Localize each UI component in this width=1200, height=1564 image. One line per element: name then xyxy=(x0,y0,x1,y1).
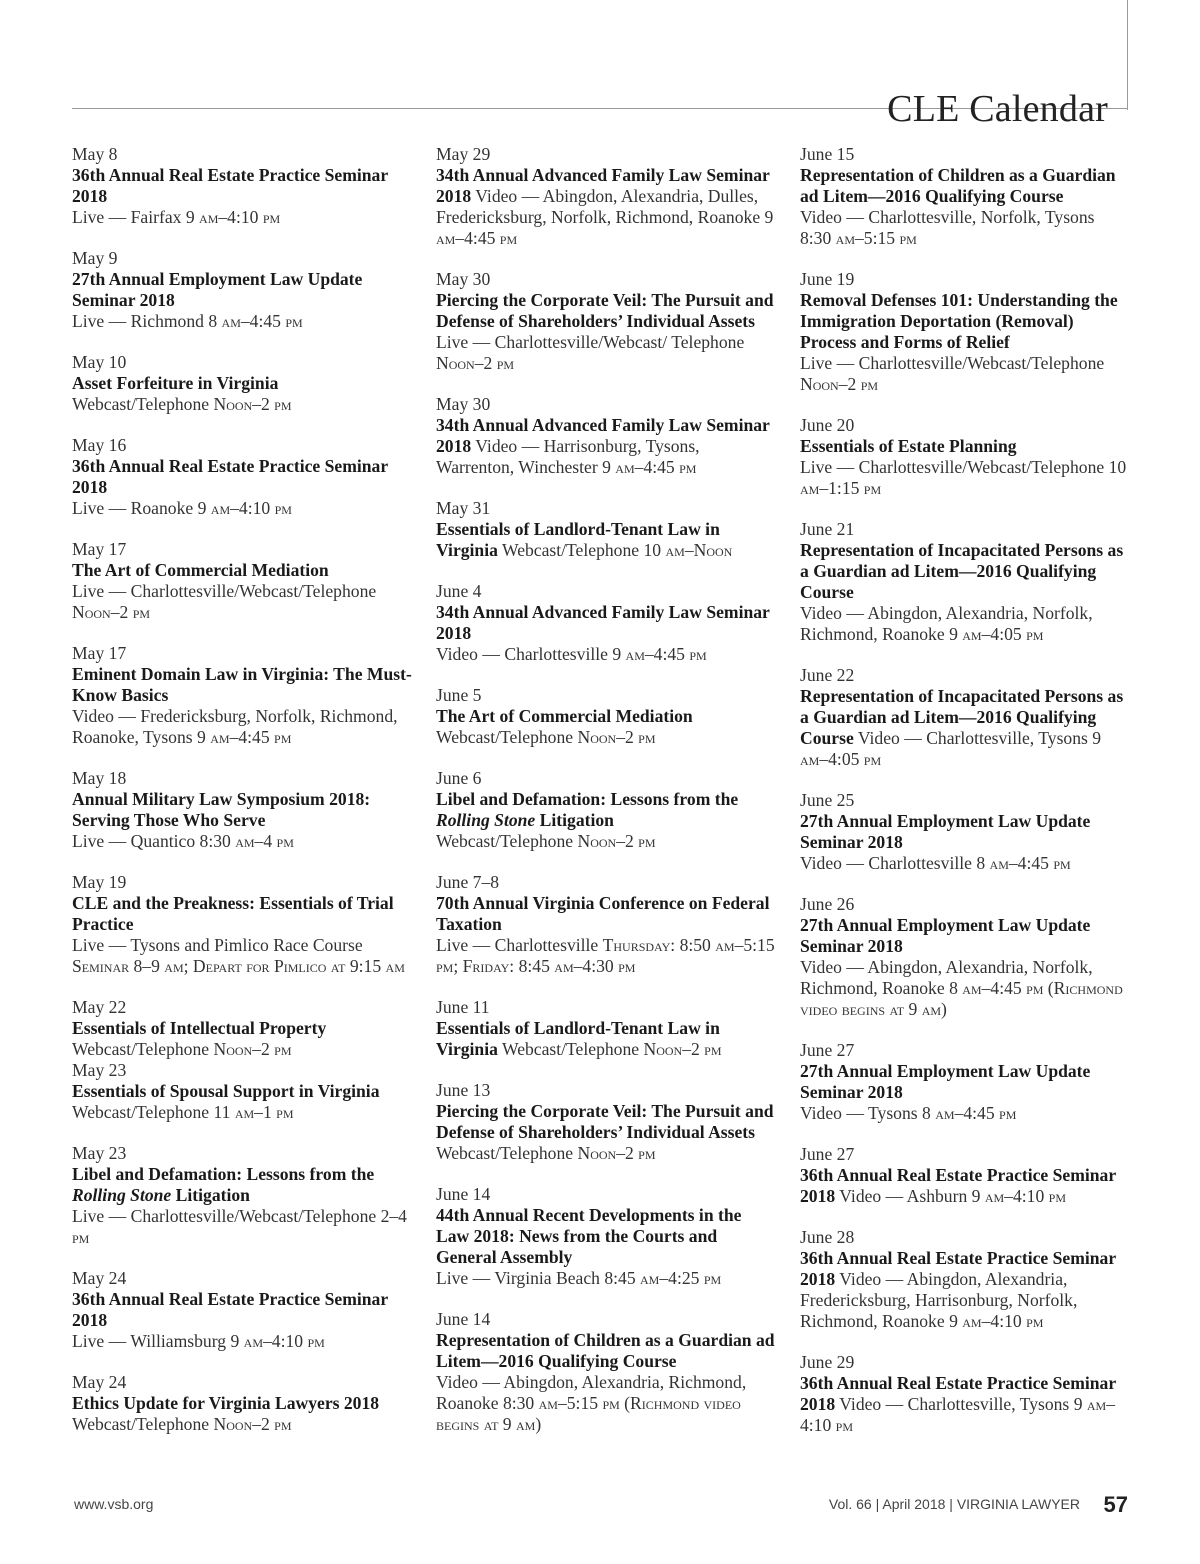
entry-date: June 5 xyxy=(436,685,482,705)
entry-title: 34th Annual Advanced Family Law Seminar 2018 xyxy=(436,165,770,206)
entry-time: 8 am–4:45 pm (Richmond video begins at 9 am) xyxy=(800,978,1123,1019)
entry-detail: Video — Charlottesville xyxy=(436,644,608,664)
entry-time: Noon–2 pm xyxy=(643,1039,722,1059)
entry-time: Noon–2 pm xyxy=(577,1143,656,1163)
entry-detail: Live — Williamsburg xyxy=(72,1331,227,1351)
entry-title: 27th Annual Employment Law Update Seminar 2018 xyxy=(800,1061,1091,1102)
calendar-entry xyxy=(72,872,412,977)
calendar-entry xyxy=(436,581,776,665)
entry-title: 34th Annual Advanced Family Law Seminar 2018 xyxy=(436,415,770,456)
entry-title: 36th Annual Real Estate Practice Seminar 2018 xyxy=(800,1248,1116,1289)
calendar-entry xyxy=(436,498,776,561)
entry-date: May 24 xyxy=(72,1372,127,1392)
entry-date: June 27 xyxy=(800,1144,855,1164)
entry-title: CLE and the Preakness: Essentials of Trial Practice xyxy=(72,893,394,934)
entry-detail: Live — Charlottesville/Webcast/Telephone xyxy=(72,1206,377,1226)
entry-detail: Live — Charlottesville xyxy=(436,935,599,955)
calendar-entry xyxy=(72,768,412,852)
entry-title: Ethics Update for Virginia Lawyers 2018 xyxy=(72,1393,380,1413)
entry-date: June 14 xyxy=(436,1184,491,1204)
calendar-column-1 xyxy=(72,144,412,1455)
calendar-entry xyxy=(436,144,776,249)
header-vertical-rule xyxy=(1127,0,1128,110)
entry-date: June 27 xyxy=(800,1040,855,1060)
entry-detail: Live — Charlottesville/Webcast/ Telephone xyxy=(436,332,745,352)
entry-date: May 16 xyxy=(72,435,127,455)
entry-time: 9 am–4:10 pm xyxy=(949,1311,1044,1331)
entry-title-text: Libel and Defamation: Lessons from the xyxy=(72,1164,375,1184)
entry-title xyxy=(72,1164,412,1206)
calendar-entry xyxy=(436,685,776,748)
entry-date: May 10 xyxy=(72,352,127,372)
entry-detail: Video — Abingdon, Alexandria, Norfolk, Richmond, Roanoke xyxy=(800,957,1093,998)
entry-title-tail: Litigation xyxy=(539,810,614,830)
entry-title-italic: Rolling Stone xyxy=(436,810,536,830)
entry-date: May 31 xyxy=(436,498,491,518)
entry-title: Representation of Children as a Guardian ad Litem—2016 Qualifying Course xyxy=(800,165,1116,206)
entry-date: May 17 xyxy=(72,643,127,663)
entry-date: June 14 xyxy=(436,1309,491,1329)
entry-date: June 28 xyxy=(800,1227,855,1247)
calendar-entry xyxy=(436,768,776,852)
entry-time: 9 am–4:10 pm xyxy=(185,207,281,227)
entry-detail: Live — Quantico xyxy=(72,831,196,851)
entry-date: June 19 xyxy=(800,269,855,289)
entry-time: 9 am–4:05 pm xyxy=(949,624,1044,644)
entry-time: Noon–2 pm xyxy=(213,1039,292,1059)
entry-time: 9 am–4:10 pm xyxy=(197,498,292,518)
entry-date: June 6 xyxy=(436,768,482,788)
entry-title: Essentials of Landlord-Tenant Law in Virginia xyxy=(436,519,720,560)
entry-time: 9 am–4:10 pm xyxy=(800,1394,1116,1435)
calendar-entry xyxy=(800,1352,1130,1436)
entry-time: Noon–2 pm xyxy=(72,602,151,622)
entry-title-tail: Litigation xyxy=(175,1185,250,1205)
entry-date: May 22 xyxy=(72,997,127,1017)
entry-date: June 22 xyxy=(800,665,855,685)
entry-time: 9 am–4:45 pm xyxy=(197,727,292,747)
entry-detail: Live — Fairfax xyxy=(72,207,182,227)
entry-detail: Webcast/Telephone xyxy=(72,394,210,414)
entry-detail: Video — Ashburn xyxy=(839,1186,968,1206)
entry-detail: Live — Tysons and Pimlico Race Course xyxy=(72,935,363,955)
entry-detail: Video — Harrisonburg, Tysons, Warrenton, Winchester xyxy=(436,436,700,477)
entry-detail: Live — Charlottesville/Webcast/Telephone xyxy=(800,353,1105,373)
calendar-entry xyxy=(800,1227,1130,1332)
entry-title: Annual Military Law Symposium 2018: Serving Those Who Serve xyxy=(72,789,371,830)
entry-title-italic: Rolling Stone xyxy=(72,1185,172,1205)
entry-date: May 19 xyxy=(72,872,127,892)
calendar-entry xyxy=(72,997,412,1060)
entry-time: 9 am–4:05 pm xyxy=(800,728,1102,769)
entry-title: Representation of Incapacitated Persons as a Guardian ad Litem—2016 Qualifying Course xyxy=(800,540,1124,602)
entry-title: 27th Annual Employment Law Update Seminar 2018 xyxy=(800,811,1091,852)
calendar-entry xyxy=(436,394,776,478)
entry-detail: Webcast/Telephone xyxy=(72,1414,210,1434)
calendar-entry xyxy=(436,1080,776,1164)
entry-time: 8:30 am–5:15 pm xyxy=(800,228,917,248)
entry-title: Piercing the Corporate Veil: The Pursuit and Defense of Shareholders’ Individual Assets xyxy=(436,1101,774,1142)
calendar-entry xyxy=(72,1372,412,1435)
entry-title: Representation of Incapacitated Persons as a Guardian ad Litem—2016 Qualifying Course xyxy=(800,686,1124,748)
entry-time: 8 am–4:45 pm xyxy=(976,853,1071,873)
calendar-entry xyxy=(800,519,1130,645)
calendar-entry xyxy=(800,894,1130,1020)
entry-date: May 17 xyxy=(72,539,127,559)
calendar-entry xyxy=(800,1144,1130,1207)
page-title: CLE Calendar xyxy=(887,88,1108,131)
entry-date: June 4 xyxy=(436,581,482,601)
entry-detail: Video — Charlottesville xyxy=(800,853,972,873)
entry-title: 70th Annual Virginia Conference on Federal Taxation xyxy=(436,893,770,934)
entry-title: 36th Annual Real Estate Practice Seminar 2018 xyxy=(72,456,388,497)
entry-time: 9 am–4:45 pm xyxy=(612,644,707,664)
entry-date: May 18 xyxy=(72,768,127,788)
entry-date: May 9 xyxy=(72,248,118,268)
page-footer xyxy=(0,1494,1200,1524)
entry-date: May 30 xyxy=(436,269,491,289)
entry-date: May 29 xyxy=(436,144,491,164)
calendar-entry xyxy=(436,997,776,1060)
entry-date: June 13 xyxy=(436,1080,491,1100)
entry-time: Thursday: 8:50 am–5:15 pm; Friday: 8:45 am–4:30 pm xyxy=(436,935,775,976)
entry-date: June 20 xyxy=(800,415,855,435)
entry-detail: Video — Charlottesville, Norfolk, Tysons xyxy=(800,207,1095,227)
entry-title: Eminent Domain Law in Virginia: The Must-Know Basics xyxy=(72,664,412,705)
entry-date: June 25 xyxy=(800,790,855,810)
entry-title: 27th Annual Employment Law Update Seminar 2018 xyxy=(72,269,363,310)
entry-detail: Live — Charlottesville/Webcast/Telephone xyxy=(72,581,377,601)
entry-date: June 26 xyxy=(800,894,855,914)
entry-title: 36th Annual Real Estate Practice Seminar 2018 xyxy=(800,1373,1116,1414)
entry-detail: Webcast/Telephone xyxy=(502,540,640,560)
calendar-entry xyxy=(800,790,1130,874)
entry-title: 36th Annual Real Estate Practice Seminar 2018 xyxy=(800,1165,1116,1206)
entry-date: May 23 xyxy=(72,1060,127,1080)
entry-title: 36th Annual Real Estate Practice Seminar 2018 xyxy=(72,1289,388,1330)
entry-title: Representation of Children as a Guardian ad Litem—2016 Qualifying Course xyxy=(436,1330,775,1371)
entry-date: May 24 xyxy=(72,1268,127,1288)
entry-time: Noon–2 pm xyxy=(213,394,292,414)
calendar-entry xyxy=(72,352,412,415)
entry-detail: Webcast/Telephone xyxy=(502,1039,640,1059)
calendar-entry xyxy=(72,1143,412,1248)
entry-time: 2–4 pm xyxy=(72,1206,407,1247)
entry-title: Essentials of Intellectual Property xyxy=(72,1018,327,1038)
entry-detail: Video — Abingdon, Alexandria, Dulles, Fredericksburg, Norfolk, Richmond, Roanoke xyxy=(436,186,761,227)
entry-detail: Video — Charlottesville, Tysons xyxy=(857,728,1088,748)
calendar-entry xyxy=(72,248,412,332)
entry-detail: Live — Charlottesville/Webcast/Telephone xyxy=(800,457,1105,477)
calendar-column-3 xyxy=(800,144,1130,1456)
entry-time: 8 am–4:45 pm xyxy=(922,1103,1017,1123)
entry-title: The Art of Commercial Mediation xyxy=(436,706,693,726)
entry-date: June 11 xyxy=(436,997,490,1017)
calendar-entry xyxy=(800,1040,1130,1124)
entry-title: Essentials of Spousal Support in Virginia xyxy=(72,1081,380,1101)
calendar-entry xyxy=(72,435,412,519)
entry-detail: Live — Richmond xyxy=(72,311,204,331)
entry-date: June 15 xyxy=(800,144,855,164)
entry-date: June 21 xyxy=(800,519,855,539)
entry-title-text: Libel and Defamation: Lessons from the xyxy=(436,789,739,809)
entry-date: May 8 xyxy=(72,144,118,164)
entry-title: Asset Forfeiture in Virginia xyxy=(72,373,279,393)
entry-title xyxy=(436,789,776,831)
calendar-entry xyxy=(800,144,1130,249)
footer-website: www.vsb.org xyxy=(74,1496,154,1512)
entry-detail: Video — Fredericksburg, Norfolk, Richmond, Roanoke, Tysons xyxy=(72,706,398,747)
entry-title: 36th Annual Real Estate Practice Seminar 2018 xyxy=(72,165,388,206)
calendar-entry xyxy=(800,415,1130,499)
calendar-entry xyxy=(72,1268,412,1352)
entry-time: 10 am–1:15 pm xyxy=(800,457,1127,498)
entry-time: 9 am–4:10 pm xyxy=(971,1186,1067,1206)
calendar-entry xyxy=(436,1309,776,1435)
calendar-column-2 xyxy=(436,144,776,1455)
entry-title: Essentials of Estate Planning xyxy=(800,436,1017,456)
entry-title: 34th Annual Advanced Family Law Seminar 2018 xyxy=(436,602,770,643)
entry-time: 11 am–1 pm xyxy=(213,1102,294,1122)
entry-time: Noon–2 pm xyxy=(577,727,656,747)
entry-date: June 29 xyxy=(800,1352,855,1372)
entry-time: Noon–2 pm xyxy=(800,374,879,394)
entry-title: The Art of Commercial Mediation xyxy=(72,560,329,580)
entry-detail: Live — Roanoke xyxy=(72,498,194,518)
entry-time: 9 am–4:45 pm xyxy=(436,207,774,248)
entry-detail: Video — Charlottesville, Tysons xyxy=(839,1394,1070,1414)
calendar-entry xyxy=(72,539,412,623)
entry-time: 9 am–4:45 pm xyxy=(602,457,697,477)
entry-time: Seminar 8–9 am; Depart for Pimlico at 9:15 am xyxy=(72,956,405,976)
entry-time: 9 am–4:10 pm xyxy=(230,1331,325,1351)
entry-title: Removal Defenses 101: Understanding the Immigration Deportation (Removal) Process and Forms of Relief xyxy=(800,290,1118,352)
page-number: 57 xyxy=(1103,1492,1128,1517)
entry-title: Piercing the Corporate Veil: The Pursuit and Defense of Shareholders’ Individual Assets xyxy=(436,290,774,331)
calendar-entry xyxy=(436,1184,776,1289)
entry-title: 44th Annual Recent Developments in the Law 2018: News from the Courts and General Assembly xyxy=(436,1205,742,1267)
entry-detail: Video — Tysons xyxy=(800,1103,918,1123)
entry-detail: Webcast/Telephone xyxy=(436,727,574,747)
entry-detail: Webcast/Telephone xyxy=(72,1039,210,1059)
entry-date: June 7–8 xyxy=(436,872,500,892)
entry-detail: Video — Abingdon, Alexandria, Richmond, Roanoke xyxy=(436,1372,747,1413)
entry-time: 8:30 am–5:15 pm (Richmond video begins at 9 am) xyxy=(436,1393,741,1434)
entry-date: May 30 xyxy=(436,394,491,414)
calendar-entry xyxy=(800,665,1130,770)
entry-time: 8:45 am–4:25 pm xyxy=(604,1268,722,1288)
entry-time: 8 am–4:45 pm xyxy=(208,311,303,331)
entry-detail: Webcast/Telephone xyxy=(436,831,574,851)
entry-time: 10 am–Noon xyxy=(643,540,733,560)
entry-time: Noon–2 pm xyxy=(436,353,515,373)
entry-detail: Webcast/Telephone xyxy=(72,1102,210,1122)
calendar-entry xyxy=(436,872,776,977)
entry-time: 8:30 am–4 pm xyxy=(199,831,294,851)
calendar-entry xyxy=(72,144,412,228)
entry-time: Noon–2 pm xyxy=(577,831,656,851)
entry-date: May 23 xyxy=(72,1143,127,1163)
entry-title: Essentials of Landlord-Tenant Law in Virginia xyxy=(436,1018,720,1059)
entry-time: Noon–2 pm xyxy=(213,1414,292,1434)
footer-issue-info: Vol. 66 | April 2018 | VIRGINIA LAWYER xyxy=(828,1496,1080,1512)
entry-title: 27th Annual Employment Law Update Seminar 2018 xyxy=(800,915,1091,956)
entry-detail: Video — Abingdon, Alexandria, Fredericksburg, Harrisonburg, Norfolk, Richmond, Roanoke xyxy=(800,1269,1078,1331)
calendar-entry xyxy=(800,269,1130,395)
calendar-entry xyxy=(436,269,776,374)
calendar-entry xyxy=(72,1060,412,1123)
calendar-entry xyxy=(72,643,412,748)
entry-detail: Webcast/Telephone xyxy=(436,1143,574,1163)
entry-detail: Live — Virginia Beach xyxy=(436,1268,600,1288)
entry-detail: Video — Abingdon, Alexandria, Norfolk, Richmond, Roanoke xyxy=(800,603,1093,644)
